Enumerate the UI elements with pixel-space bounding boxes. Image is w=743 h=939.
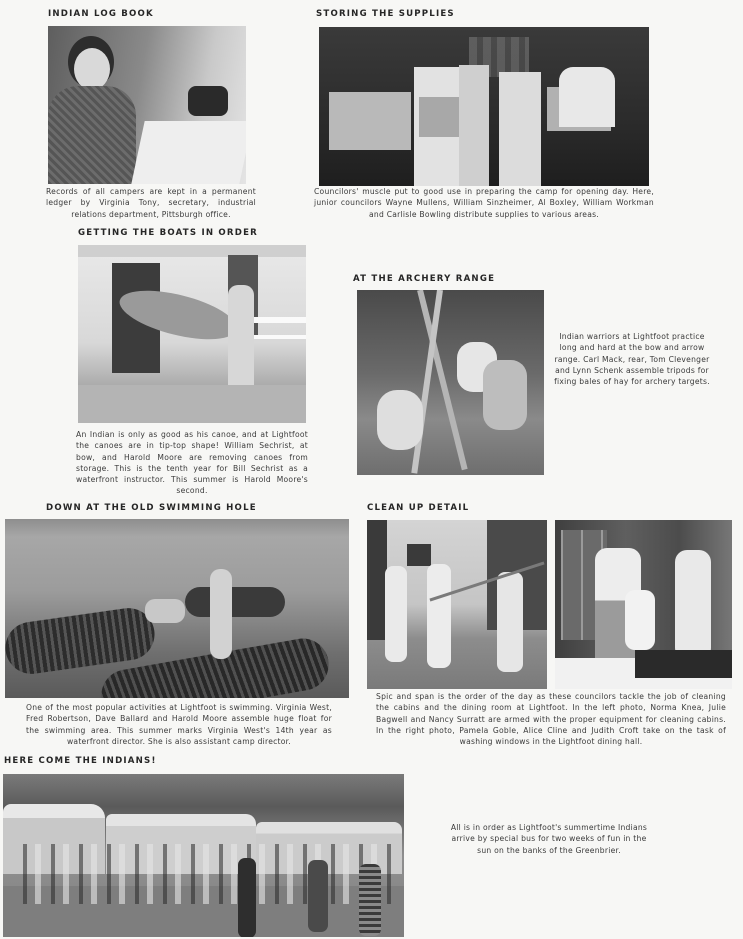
heading-clean-up-detail: CLEAN UP DETAIL (367, 503, 470, 513)
caption-storing-supplies: Councilors' muscle put to good use in preparing the camp for opening day. Here, junior councilors Wayne Mullens, William Sinzheimer, Al Boxley, William Workman and Carlisle Bowling distribute supplies to various areas. (314, 187, 654, 219)
caption-archery-range: Indian warriors at Lightfoot practice long and hard at the bow and arrow range. Carl Mack, rear, Tom Clevenger and Lynn Schenk assemble tripods for fixing bales of hay for archery targets. (554, 332, 710, 387)
photo-swimming-hole (5, 519, 349, 698)
heading-getting-boats: GETTING THE BOATS IN ORDER (78, 228, 258, 238)
caption-clean-up-detail: Spic and span is the order of the day as these councilors tackle the job of cleaning the cabins and the dining room at Lightfoot. In the left photo, Norma Knea, Julie Bagwell and Nancy Surratt are armed with the proper equipment for cleaning cabins. In the right photo, Pamela Goble, Alice Cline and Judith Croft take on the task of washing windows in the Lightfoot dining hall. (376, 692, 726, 747)
photo-here-come-indians (3, 774, 404, 937)
photo-archery-range (357, 290, 544, 475)
heading-indian-log-book: INDIAN LOG BOOK (48, 9, 154, 19)
heading-here-come-indians: HERE COME THE INDIANS! (4, 756, 157, 766)
caption-here-come-indians: All is in order as Lightfoot's summertime Indians arrive by special bus for two weeks of fun in the sun on the banks of the Greenbrier. (450, 823, 648, 855)
photo-clean-up-left (367, 520, 547, 689)
caption-log-book: Records of all campers are kept in a permanent ledger by Virginia Tony, secretary, industrial relations department, Pittsburgh office. (46, 187, 256, 219)
photo-storing-supplies (319, 27, 649, 186)
heading-swimming-hole: DOWN AT THE OLD SWIMMING HOLE (46, 503, 257, 513)
photo-getting-boats (78, 245, 306, 423)
caption-swimming-hole: One of the most popular activities at Lightfoot is swimming. Virginia West, Fred Robertson, Dave Ballard and Harold Moore assemble huge float for the swimming area. This summer marks Virginia West's 14th year as waterfront director. She is also assistant camp director. (26, 703, 332, 746)
caption-getting-boats: An Indian is only as good as his canoe, and at Lightfoot the canoes are in tip-top shape! William Sechrist, at bow, and Harold Moore are removing canoes from storage. This is the tenth year for Bill Sechrist as a waterfront instructor. This summer is Harold Moore's second. (76, 430, 308, 496)
heading-archery-range: AT THE ARCHERY RANGE (353, 274, 496, 284)
photo-clean-up-right (555, 520, 732, 689)
photo-log-book (48, 26, 246, 184)
heading-storing-supplies: STORING THE SUPPLIES (316, 9, 455, 19)
